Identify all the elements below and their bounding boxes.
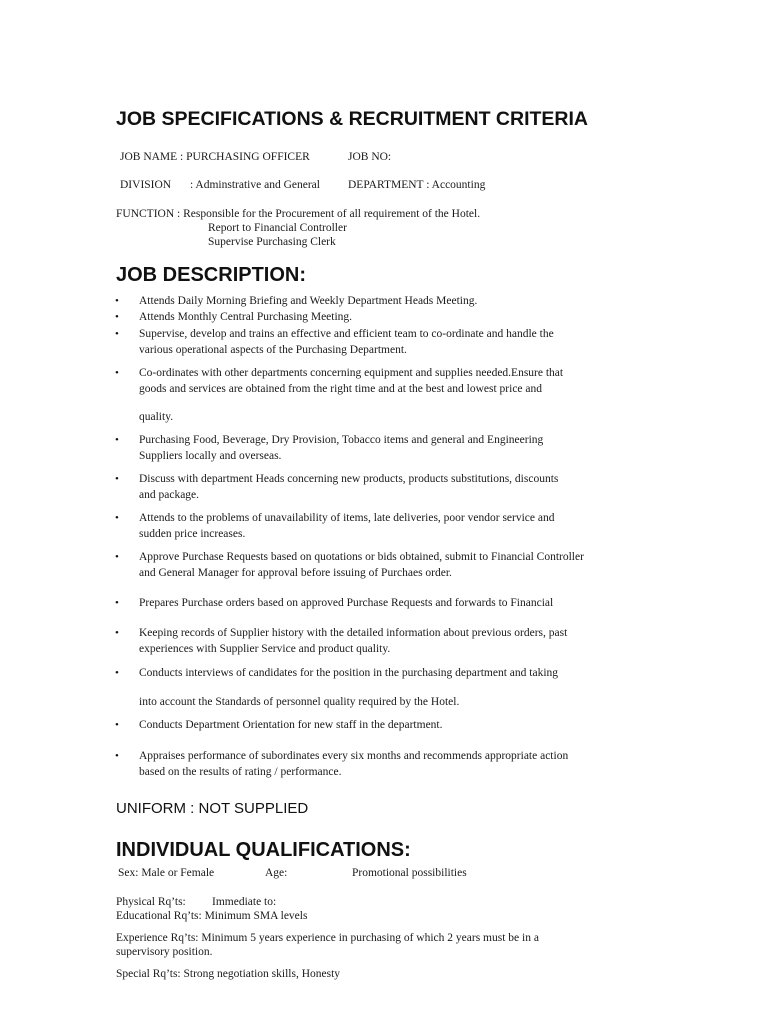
list-item-line: Prepares Purchase orders based on approved Purchase Requests and forwards to Financial xyxy=(139,597,554,609)
qualifications-heading: INDIVIDUAL QUALIFICATIONS: xyxy=(116,839,411,861)
list-item-line: various operational aspects of the Purchasing Department. xyxy=(139,343,407,356)
function-line: Report to Financial Controller xyxy=(208,222,347,234)
bullet-icon: • xyxy=(115,473,119,485)
list-item-line: Purchasing Food, Beverage, Dry Provision, Tobacco items and general and Engineering xyxy=(139,434,544,446)
division-label: DIVISION xyxy=(120,179,172,191)
age-requirement: Age: xyxy=(265,867,288,879)
list-item-line: Appraises performance of subordinates every six months and recommends appropriate action xyxy=(139,750,569,762)
list-item xyxy=(139,550,659,581)
list-item xyxy=(139,433,659,464)
educational-requirement: Educational Rq’ts: Minimum SMA levels xyxy=(116,910,308,922)
list-item-line: Supervise, develop and trains an effective and efficient team to co-ordinate and handle the xyxy=(139,328,554,340)
list-item-line: based on the results of rating / performance. xyxy=(139,765,342,778)
list-item-line: and General Manager for approval before issuing of Purchaes order. xyxy=(139,566,452,579)
function-line: Supervise Purchasing Clerk xyxy=(208,236,336,248)
job-no: JOB NO: xyxy=(348,151,392,163)
list-item xyxy=(139,294,659,310)
department: DEPARTMENT : Accounting xyxy=(348,179,486,191)
bullet-icon: • xyxy=(115,667,119,679)
list-item xyxy=(139,511,659,542)
function-text: FUNCTION : Responsible for the Procurement of all requirement of the Hotel. xyxy=(116,208,481,220)
list-item xyxy=(139,472,659,503)
list-item-continuation xyxy=(139,695,659,711)
bullet-icon: • xyxy=(115,719,119,731)
bullet-icon: • xyxy=(115,311,119,323)
list-item-line: Attends Monthly Central Purchasing Meeting. xyxy=(139,311,353,323)
list-item-line: Keeping records of Supplier history with the detailed information about previous orders, past xyxy=(139,627,568,639)
list-item-line: Suppliers locally and overseas. xyxy=(139,449,282,462)
bullet-icon: • xyxy=(115,295,119,307)
physical-requirement-label: Physical Rq’ts: xyxy=(116,896,186,908)
list-item-line: quality. xyxy=(139,411,174,423)
list-item xyxy=(139,366,659,397)
promotional-possibilities: Promotional possibilities xyxy=(352,867,467,879)
experience-requirement-cont: supervisory position. xyxy=(116,946,213,958)
uniform-heading: UNIFORM : NOT SUPPLIED xyxy=(116,800,309,817)
division-value: : Adminstrative and General xyxy=(190,179,320,191)
list-item xyxy=(139,718,659,734)
list-item-line: and package. xyxy=(139,488,200,501)
bullet-icon: • xyxy=(115,551,119,563)
experience-requirement: Experience Rq’ts: Minimum 5 years experience in purchasing of which 2 years must be in a xyxy=(116,932,539,944)
list-item xyxy=(139,749,659,780)
list-item-line: Approve Purchase Requests based on quotations or bids obtained, submit to Financial Controller xyxy=(139,551,584,563)
list-item-line: experiences with Supplier Service and product quality. xyxy=(139,642,391,655)
list-item-line: goods and services are obtained from the right time and at the best and lowest price and xyxy=(139,382,543,395)
list-item xyxy=(139,596,659,612)
sex-requirement: Sex: Male or Female xyxy=(118,867,215,879)
list-item-continuation xyxy=(139,410,659,426)
bullet-icon: • xyxy=(115,434,119,446)
bullet-icon: • xyxy=(115,627,119,639)
job-description-heading: JOB DESCRIPTION: xyxy=(116,264,307,286)
list-item xyxy=(139,327,659,358)
list-item-line: Co-ordinates with other departments concerning equipment and supplies needed.Ensure that xyxy=(139,367,564,379)
list-item-line: Attends Daily Morning Briefing and Weekly Department Heads Meeting. xyxy=(139,295,478,307)
bullet-icon: • xyxy=(115,750,119,762)
bullet-icon: • xyxy=(115,328,119,340)
physical-requirement-value: Immediate to: xyxy=(212,896,277,908)
bullet-icon: • xyxy=(115,367,119,379)
document-title: JOB SPECIFICATIONS & RECRUITMENT CRITERIA xyxy=(116,108,588,130)
list-item xyxy=(139,666,659,682)
list-item-line: sudden price increases. xyxy=(139,527,246,540)
list-item xyxy=(139,626,659,657)
bullet-icon: • xyxy=(115,512,119,524)
list-item-line: Discuss with department Heads concerning new products, products substitutions, discounts xyxy=(139,473,559,485)
list-item-line: into account the Standards of personnel quality required by the Hotel. xyxy=(139,696,460,708)
list-item xyxy=(139,310,659,326)
special-requirement: Special Rq’ts: Strong negotiation skills, Honesty xyxy=(116,968,341,980)
list-item-line: Conducts interviews of candidates for the position in the purchasing department and taking xyxy=(139,667,559,679)
list-item-line: Attends to the problems of unavailability of items, late deliveries, poor vendor service and xyxy=(139,512,555,524)
list-item-line: Conducts Department Orientation for new staff in the department. xyxy=(139,719,443,731)
bullet-icon: • xyxy=(115,597,119,609)
job-name: JOB NAME : PURCHASING OFFICER xyxy=(120,151,310,163)
